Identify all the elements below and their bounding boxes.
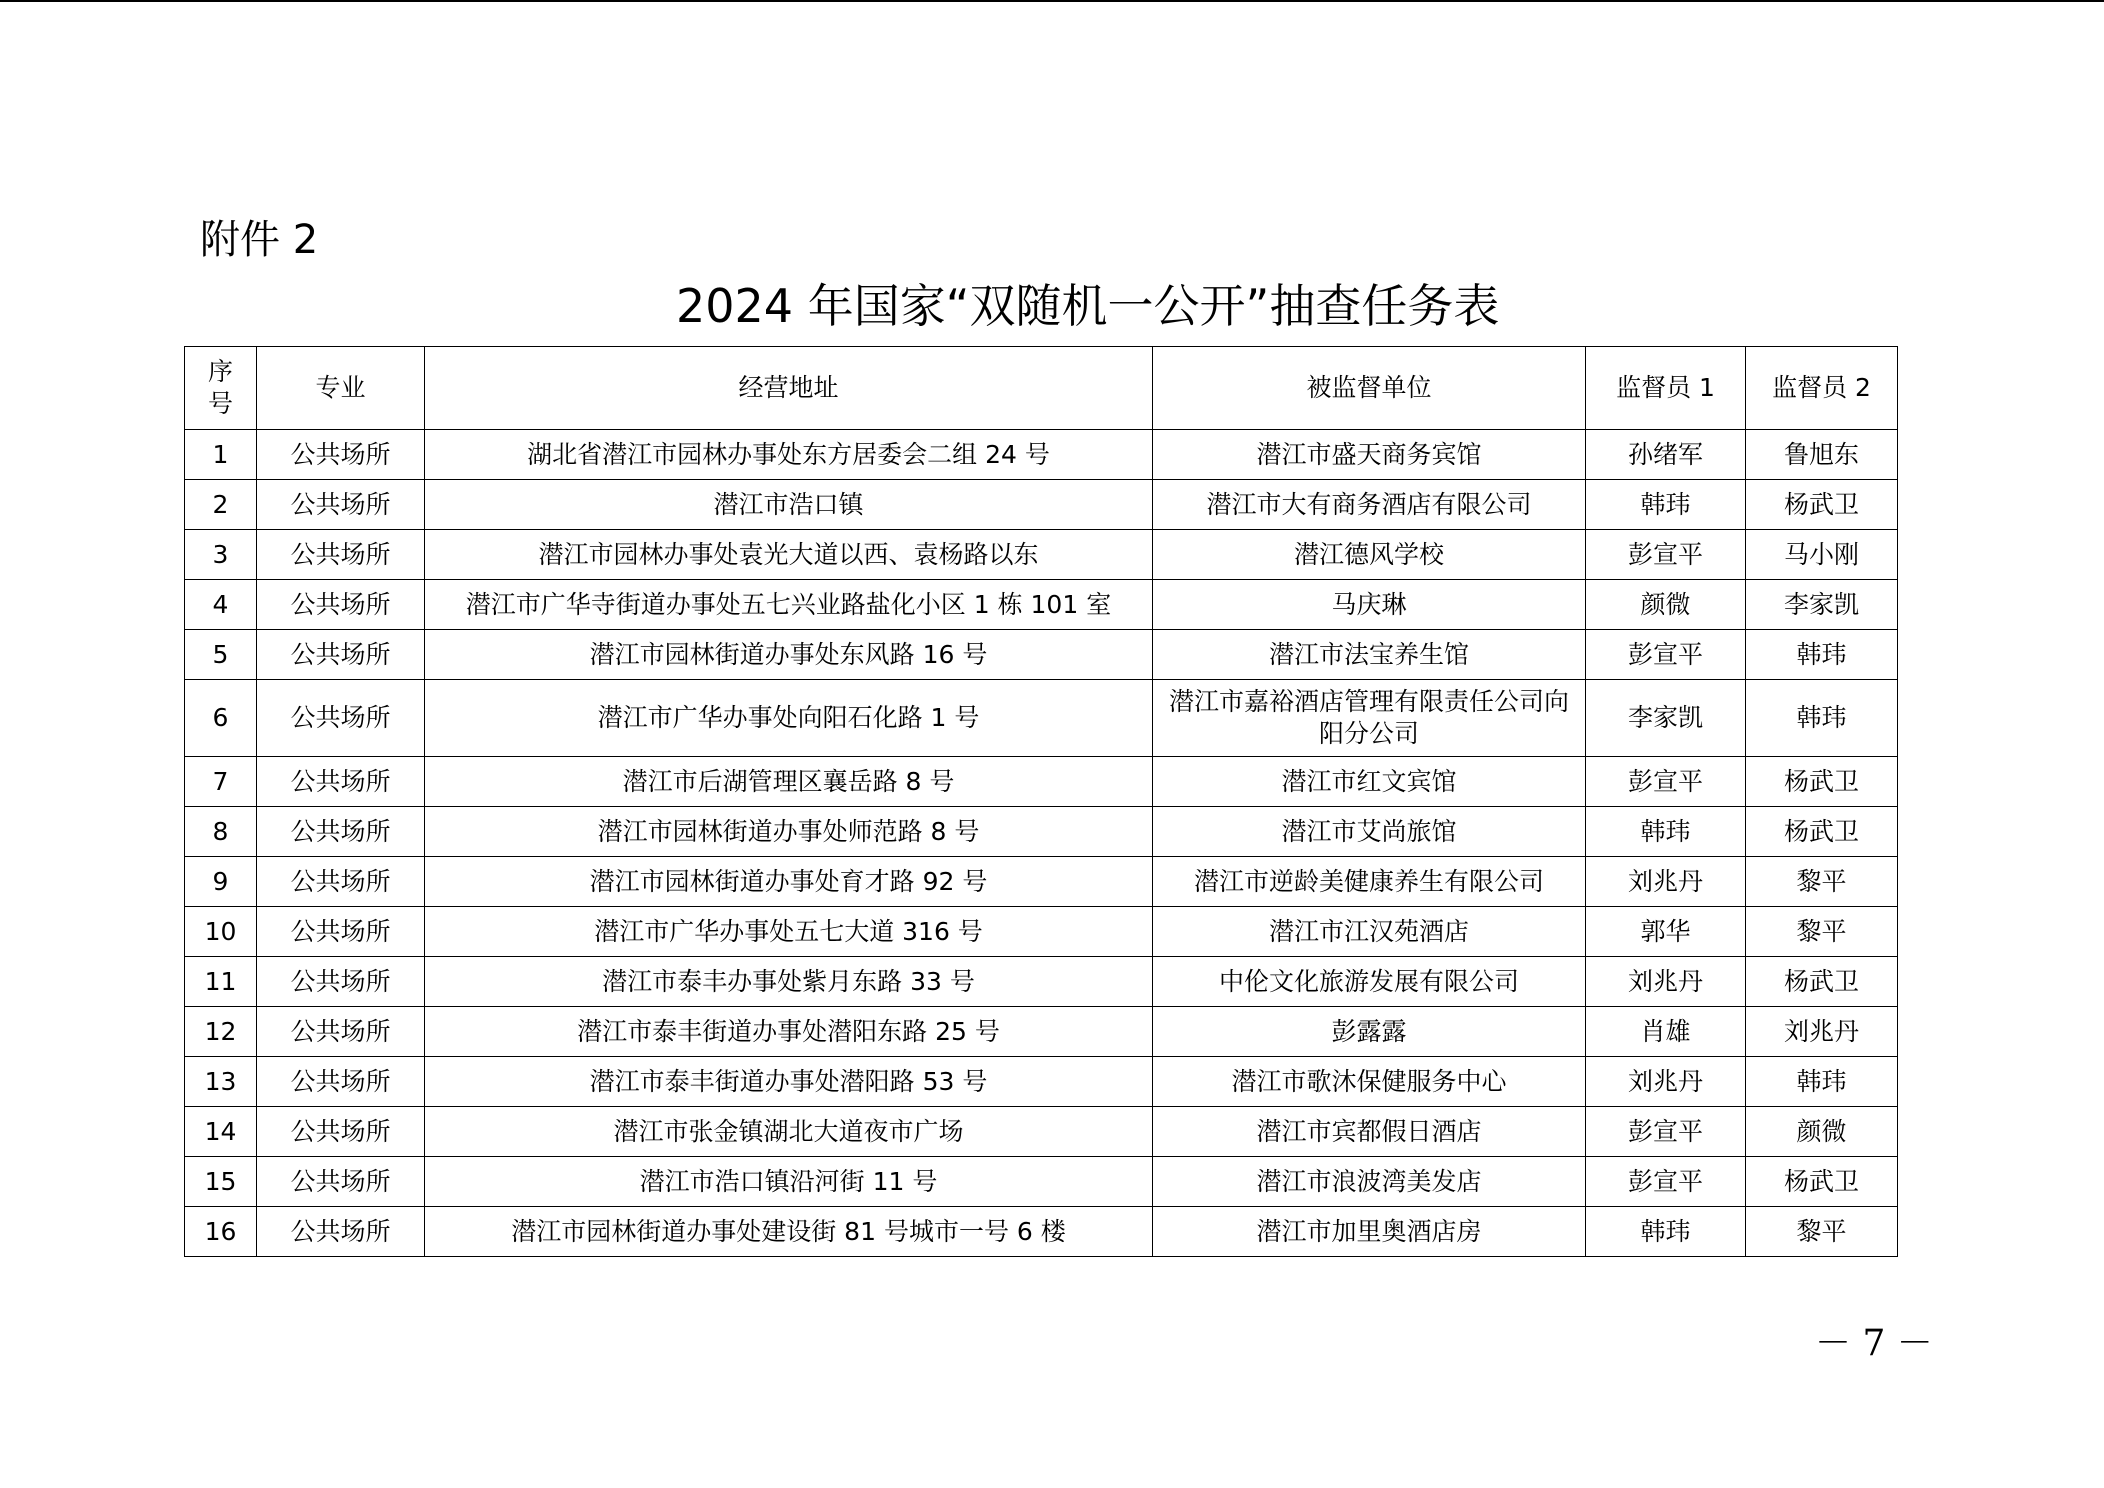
table-row bbox=[185, 1107, 1898, 1157]
cell-business-address: 潜江市广华寺街道办事处五七兴业路盐化小区 1 栋 101 室 bbox=[425, 580, 1153, 630]
cell-serial-number: 8 bbox=[185, 807, 257, 857]
cell-inspector-2: 颜微 bbox=[1746, 1107, 1898, 1157]
cell-serial-number: 1 bbox=[185, 430, 257, 480]
cell-business-address: 潜江市园林街道办事处师范路 8 号 bbox=[425, 807, 1153, 857]
cell-supervised-unit: 潜江市加里奥酒店房 bbox=[1153, 1207, 1586, 1257]
table-row bbox=[185, 1007, 1898, 1057]
cell-supervised-unit: 潜江市浪波湾美发店 bbox=[1153, 1157, 1586, 1207]
cell-serial-number: 15 bbox=[185, 1157, 257, 1207]
cell-inspector-1: 刘兆丹 bbox=[1586, 957, 1746, 1007]
table-header-row bbox=[185, 347, 1898, 430]
cell-business-address: 潜江市张金镇湖北大道夜市广场 bbox=[425, 1107, 1153, 1157]
table-row bbox=[185, 530, 1898, 580]
cell-business-address: 潜江市泰丰街道办事处潜阳东路 25 号 bbox=[425, 1007, 1153, 1057]
cell-supervised-unit: 彭露露 bbox=[1153, 1007, 1586, 1057]
cell-specialty: 公共场所 bbox=[257, 1057, 425, 1107]
cell-business-address: 潜江市浩口镇沿河街 11 号 bbox=[425, 1157, 1153, 1207]
cell-inspector-1: 彭宣平 bbox=[1586, 1157, 1746, 1207]
table-row bbox=[185, 757, 1898, 807]
header-serial-number bbox=[185, 347, 257, 430]
attachment-label: 附件 2 bbox=[200, 217, 319, 263]
cell-inspector-1: 韩玮 bbox=[1586, 480, 1746, 530]
cell-supervised-unit: 潜江市嘉裕酒店管理有限责任公司向阳分公司 bbox=[1153, 680, 1586, 757]
cell-inspector-2: 杨武卫 bbox=[1746, 1157, 1898, 1207]
cell-serial-number: 10 bbox=[185, 907, 257, 957]
cell-inspector-1: 韩玮 bbox=[1586, 1207, 1746, 1257]
cell-business-address: 潜江市后湖管理区襄岳路 8 号 bbox=[425, 757, 1153, 807]
cell-inspector-1: 彭宣平 bbox=[1586, 757, 1746, 807]
cell-serial-number: 7 bbox=[185, 757, 257, 807]
cell-inspector-2: 杨武卫 bbox=[1746, 957, 1898, 1007]
cell-inspector-2: 鲁旭东 bbox=[1746, 430, 1898, 480]
document-title: 2024 年国家“双随机一公开”抽查任务表 bbox=[676, 279, 1500, 333]
cell-specialty: 公共场所 bbox=[257, 1107, 425, 1157]
cell-serial-number: 2 bbox=[185, 480, 257, 530]
cell-supervised-unit: 潜江市艾尚旅馆 bbox=[1153, 807, 1586, 857]
table-row bbox=[185, 1157, 1898, 1207]
cell-specialty: 公共场所 bbox=[257, 807, 425, 857]
cell-serial-number: 14 bbox=[185, 1107, 257, 1157]
cell-inspector-1: 李家凯 bbox=[1586, 680, 1746, 757]
table-body bbox=[185, 430, 1898, 1257]
cell-inspector-1: 刘兆丹 bbox=[1586, 1057, 1746, 1107]
cell-serial-number: 6 bbox=[185, 680, 257, 757]
cell-inspector-2: 杨武卫 bbox=[1746, 480, 1898, 530]
cell-supervised-unit: 潜江市江汉苑酒店 bbox=[1153, 907, 1586, 957]
table-row bbox=[185, 430, 1898, 480]
header-business-address: 经营地址 bbox=[425, 347, 1153, 430]
cell-business-address: 潜江市广华办事处五七大道 316 号 bbox=[425, 907, 1153, 957]
cell-specialty: 公共场所 bbox=[257, 907, 425, 957]
cell-specialty: 公共场所 bbox=[257, 530, 425, 580]
inspection-task-table bbox=[184, 346, 1898, 1257]
cell-inspector-1: 孙绪军 bbox=[1586, 430, 1746, 480]
table-row bbox=[185, 957, 1898, 1007]
cell-specialty: 公共场所 bbox=[257, 1207, 425, 1257]
cell-supervised-unit: 潜江市歌沐保健服务中心 bbox=[1153, 1057, 1586, 1107]
cell-business-address: 潜江市园林街道办事处东风路 16 号 bbox=[425, 630, 1153, 680]
page-number: － 7 － bbox=[1815, 1323, 1933, 1364]
cell-supervised-unit: 潜江市红文宾馆 bbox=[1153, 757, 1586, 807]
cell-inspector-1: 刘兆丹 bbox=[1586, 857, 1746, 907]
header-inspector-2: 监督员 2 bbox=[1746, 347, 1898, 430]
cell-inspector-2: 杨武卫 bbox=[1746, 807, 1898, 857]
cell-business-address: 潜江市泰丰办事处紫月东路 33 号 bbox=[425, 957, 1153, 1007]
cell-supervised-unit: 潜江市盛天商务宾馆 bbox=[1153, 430, 1586, 480]
cell-business-address: 湖北省潜江市园林办事处东方居委会二组 24 号 bbox=[425, 430, 1153, 480]
cell-supervised-unit: 潜江市逆龄美健康养生有限公司 bbox=[1153, 857, 1586, 907]
table-row bbox=[185, 1207, 1898, 1257]
table-row bbox=[185, 1057, 1898, 1107]
cell-inspector-1: 肖雄 bbox=[1586, 1007, 1746, 1057]
table-row bbox=[185, 907, 1898, 957]
cell-business-address: 潜江市园林街道办事处建设街 81 号城市一号 6 楼 bbox=[425, 1207, 1153, 1257]
cell-inspector-2: 黎平 bbox=[1746, 857, 1898, 907]
table-row bbox=[185, 630, 1898, 680]
header-inspector-1: 监督员 1 bbox=[1586, 347, 1746, 430]
cell-inspector-2: 李家凯 bbox=[1746, 580, 1898, 630]
cell-specialty: 公共场所 bbox=[257, 1157, 425, 1207]
cell-specialty: 公共场所 bbox=[257, 580, 425, 630]
cell-supervised-unit: 马庆琳 bbox=[1153, 580, 1586, 630]
cell-supervised-unit: 潜江市宾都假日酒店 bbox=[1153, 1107, 1586, 1157]
header-specialty: 专业 bbox=[257, 347, 425, 430]
cell-inspector-2: 韩玮 bbox=[1746, 630, 1898, 680]
table-row bbox=[185, 857, 1898, 907]
cell-serial-number: 11 bbox=[185, 957, 257, 1007]
header-supervised-unit: 被监督单位 bbox=[1153, 347, 1586, 430]
table-row bbox=[185, 480, 1898, 530]
cell-serial-number: 13 bbox=[185, 1057, 257, 1107]
cell-inspector-1: 彭宣平 bbox=[1586, 530, 1746, 580]
cell-inspector-2: 黎平 bbox=[1746, 907, 1898, 957]
cell-inspector-1: 彭宣平 bbox=[1586, 630, 1746, 680]
cell-specialty: 公共场所 bbox=[257, 857, 425, 907]
cell-specialty: 公共场所 bbox=[257, 757, 425, 807]
cell-specialty: 公共场所 bbox=[257, 957, 425, 1007]
cell-supervised-unit: 潜江德风学校 bbox=[1153, 530, 1586, 580]
cell-specialty: 公共场所 bbox=[257, 430, 425, 480]
cell-inspector-2: 黎平 bbox=[1746, 1207, 1898, 1257]
cell-specialty: 公共场所 bbox=[257, 630, 425, 680]
cell-supervised-unit: 中伦文化旅游发展有限公司 bbox=[1153, 957, 1586, 1007]
cell-inspector-2: 刘兆丹 bbox=[1746, 1007, 1898, 1057]
table-row bbox=[185, 807, 1898, 857]
top-border-line bbox=[0, 0, 2104, 2]
cell-supervised-unit: 潜江市法宝养生馆 bbox=[1153, 630, 1586, 680]
cell-serial-number: 9 bbox=[185, 857, 257, 907]
table-row bbox=[185, 680, 1898, 757]
cell-specialty: 公共场所 bbox=[257, 680, 425, 757]
cell-inspector-2: 韩玮 bbox=[1746, 680, 1898, 757]
cell-business-address: 潜江市浩口镇 bbox=[425, 480, 1153, 530]
cell-specialty: 公共场所 bbox=[257, 480, 425, 530]
cell-specialty: 公共场所 bbox=[257, 1007, 425, 1057]
cell-serial-number: 3 bbox=[185, 530, 257, 580]
cell-serial-number: 4 bbox=[185, 580, 257, 630]
table-row bbox=[185, 580, 1898, 630]
cell-business-address: 潜江市泰丰街道办事处潜阳路 53 号 bbox=[425, 1057, 1153, 1107]
cell-serial-number: 16 bbox=[185, 1207, 257, 1257]
cell-business-address: 潜江市广华办事处向阳石化路 1 号 bbox=[425, 680, 1153, 757]
cell-inspector-2: 韩玮 bbox=[1746, 1057, 1898, 1107]
cell-inspector-1: 彭宣平 bbox=[1586, 1107, 1746, 1157]
header-serial-number-text: 序号 bbox=[207, 357, 233, 418]
cell-inspector-1: 郭华 bbox=[1586, 907, 1746, 957]
cell-serial-number: 12 bbox=[185, 1007, 257, 1057]
cell-business-address: 潜江市园林街道办事处育才路 92 号 bbox=[425, 857, 1153, 907]
cell-inspector-1: 颜微 bbox=[1586, 580, 1746, 630]
cell-inspector-2: 马小刚 bbox=[1746, 530, 1898, 580]
cell-supervised-unit: 潜江市大有商务酒店有限公司 bbox=[1153, 480, 1586, 530]
cell-inspector-2: 杨武卫 bbox=[1746, 757, 1898, 807]
cell-serial-number: 5 bbox=[185, 630, 257, 680]
cell-inspector-1: 韩玮 bbox=[1586, 807, 1746, 857]
cell-business-address: 潜江市园林办事处袁光大道以西、袁杨路以东 bbox=[425, 530, 1153, 580]
